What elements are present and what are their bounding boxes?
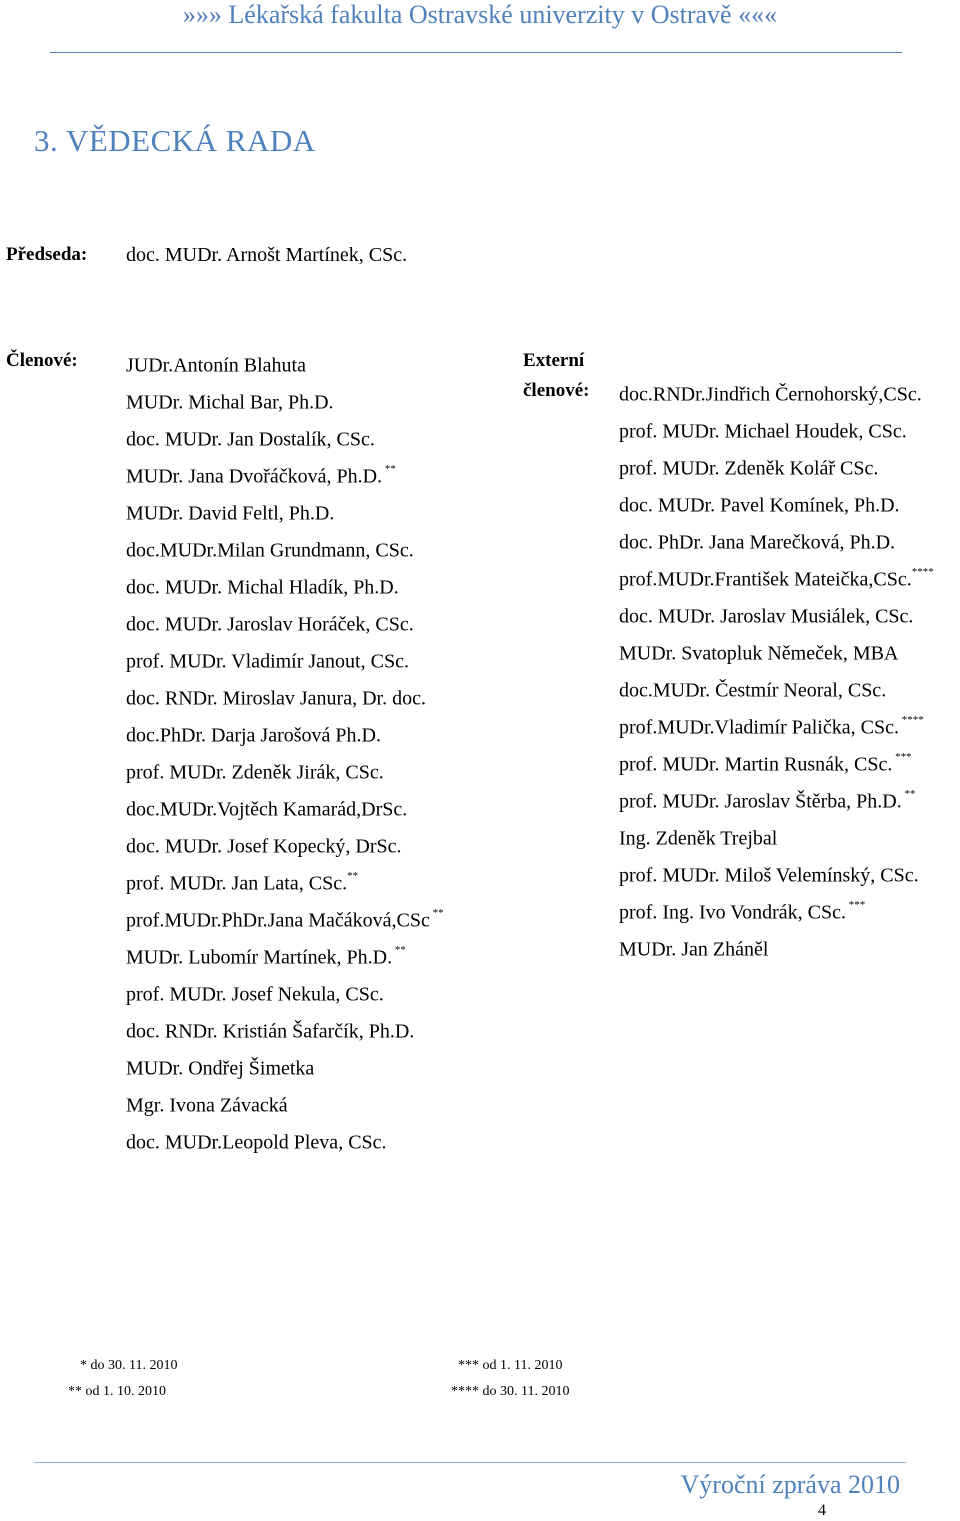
section-title: 3. VĚDECKÁ RADA (34, 123, 316, 158)
member-name: JUDr.Antonín Blahuta (126, 354, 306, 377)
list-item (126, 676, 444, 713)
footnote-4: **** do 30. 11. 2010 (451, 1384, 570, 1399)
member-name: MUDr. Michal Bar, Ph.D. (126, 391, 334, 414)
list-item (126, 380, 444, 417)
list-item (126, 565, 444, 602)
list-item (126, 528, 444, 565)
external-member-mark: **** (911, 566, 934, 578)
member-name: prof.MUDr.PhDr.Jana Mačáková,CSc (126, 909, 430, 932)
footnote-3: *** od 1. 11. 2010 (458, 1358, 563, 1373)
external-member-name: doc.RNDr.Jindřich Černohorský,CSc. (619, 383, 922, 406)
member-name: doc. MUDr. Michal Hladík, Ph.D. (126, 576, 399, 599)
member-mark: ** (382, 463, 396, 475)
list-item (126, 639, 444, 676)
member-name: doc.PhDr. Darja Jarošová Ph.D. (126, 724, 381, 747)
footnote-1: * do 30. 11. 2010 (80, 1358, 178, 1373)
list-item (619, 668, 934, 705)
list-item (126, 343, 444, 380)
external-member-mark: *** (892, 751, 912, 763)
footnote-2: ** od 1. 10. 2010 (68, 1384, 166, 1399)
member-name: doc. MUDr. Jan Dostalík, CSc. (126, 428, 375, 451)
list-item (619, 853, 934, 890)
external-member-name: prof. Ing. Ivo Vondrák, CSc. (619, 901, 847, 924)
member-name: MUDr. Lubomír Martínek, Ph.D. (126, 946, 393, 969)
annual-report-label: Výroční zpráva 2010 (680, 1470, 900, 1499)
external-member-name: prof. MUDr. Martin Rusnák, CSc. (619, 753, 893, 776)
external-member-name: prof. MUDr. Michael Houdek, CSc. (619, 420, 907, 443)
member-mark: ** (347, 870, 359, 882)
list-item (126, 1046, 444, 1083)
list-item (619, 705, 934, 742)
external-member-name: Ing. Zdeněk Trejbal (619, 827, 778, 850)
list-item (126, 1120, 444, 1157)
list-item (619, 594, 934, 631)
list-item (126, 972, 444, 1009)
member-name: doc. MUDr.Leopold Pleva, CSc. (126, 1131, 387, 1154)
list-item (619, 927, 934, 964)
member-name: prof. MUDr. Vladimír Janout, CSc. (126, 650, 409, 673)
external-member-name: doc. MUDr. Pavel Komínek, Ph.D. (619, 494, 900, 517)
list-item (126, 1009, 444, 1046)
external-member-name: doc. PhDr. Jana Marečková, Ph.D. (619, 531, 896, 554)
external-members-list (619, 372, 934, 964)
member-name: MUDr. David Feltl, Ph.D. (126, 502, 335, 525)
list-item (126, 824, 444, 861)
external-label-line1: Externí (523, 350, 585, 371)
external-member-name: prof.MUDr.František Mateička,CSc. (619, 568, 912, 591)
list-item (619, 446, 934, 483)
member-mark: ** (392, 944, 406, 956)
member-name: prof. MUDr. Zdeněk Jirák, CSc. (126, 761, 384, 784)
list-item (619, 409, 934, 446)
list-item (619, 372, 934, 409)
external-member-name: prof. MUDr. Jaroslav Štěrba, Ph.D. (619, 790, 902, 813)
member-name: MUDr. Ondřej Šimetka (126, 1057, 315, 1080)
list-item (619, 816, 934, 853)
external-member-mark: ** (901, 788, 916, 800)
member-name: prof. MUDr. Jan Lata, CSc. (126, 872, 348, 895)
list-item (126, 602, 444, 639)
member-name: doc. MUDr. Jaroslav Horáček, CSc. (126, 613, 414, 636)
external-member-name: prof. MUDr. Miloš Velemínský, CSc. (619, 864, 919, 887)
list-item (126, 935, 444, 972)
list-item (619, 557, 934, 594)
list-item (619, 631, 934, 668)
list-item (619, 742, 934, 779)
member-name: prof. MUDr. Josef Nekula, CSc. (126, 983, 384, 1006)
member-name: doc. MUDr. Josef Kopecký, DrSc. (126, 835, 402, 858)
member-name: Mgr. Ivona Závacká (126, 1094, 288, 1117)
list-item (126, 454, 444, 491)
member-name: doc.MUDr.Milan Grundmann, CSc. (126, 539, 414, 562)
list-item (619, 890, 934, 927)
list-item (619, 779, 934, 816)
header-title: »»» Lékařská fakulta Ostravské univerzity v Ostravě ««« (182, 0, 778, 29)
external-member-mark: **** (898, 714, 924, 726)
external-member-name: doc.MUDr. Čestmír Neoral, CSc. (619, 679, 887, 702)
external-label-line2: členové: (523, 380, 590, 401)
list-item (126, 898, 444, 935)
external-member-name: prof.MUDr.Vladimír Palička, CSc. (619, 716, 899, 739)
list-item (126, 787, 444, 824)
member-mark: ** (429, 907, 444, 919)
list-item (126, 750, 444, 787)
list-item (126, 491, 444, 528)
header-divider (50, 52, 902, 53)
chair-label: Předseda: (6, 244, 88, 265)
list-item (619, 483, 934, 520)
external-member-name: MUDr. Svatopluk Němeček, MBA (619, 642, 899, 665)
list-item (126, 1083, 444, 1120)
member-name: doc.MUDr.Vojtěch Kamarád,DrSc. (126, 798, 408, 821)
member-name: doc. RNDr. Kristián Šafarčík, Ph.D. (126, 1020, 415, 1043)
members-list (126, 343, 444, 1157)
member-name: doc. RNDr. Miroslav Janura, Dr. doc. (126, 687, 426, 710)
footer-divider (34, 1462, 906, 1463)
list-item (126, 861, 444, 898)
chair-name: doc. MUDr. Arnošt Martínek, CSc. (126, 244, 408, 266)
external-member-name: doc. MUDr. Jaroslav Musiálek, CSc. (619, 605, 914, 628)
external-member-name: MUDr. Jan Zháněl (619, 938, 769, 961)
list-item (126, 417, 444, 454)
list-item (126, 713, 444, 750)
external-member-name: prof. MUDr. Zdeněk Kolář CSc. (619, 457, 879, 480)
list-item (619, 520, 934, 557)
members-label: Členové: (6, 350, 78, 371)
member-name: MUDr. Jana Dvořáčková, Ph.D. (126, 465, 383, 488)
page-number: 4 (818, 1502, 826, 1519)
external-member-mark: *** (846, 899, 866, 911)
